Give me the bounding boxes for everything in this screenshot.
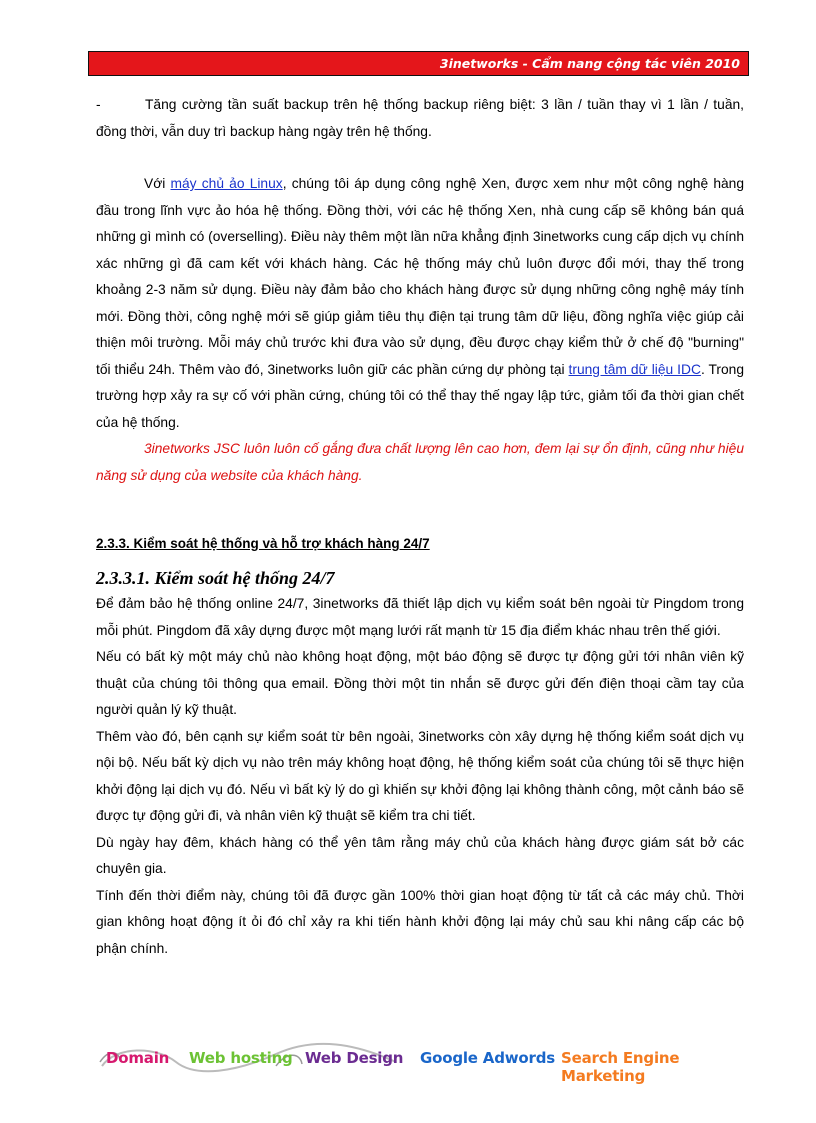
- para-suffix: . Trong trường hợp xảy ra sự cố với phần cứng, chúng tôi có thể thay thế ngay lập tức, giảm tối đa thời gian chết của hệ thống.: [96, 361, 745, 430]
- header-title: 3inetworks - Cẩm nang cộng tác viên 2010: [439, 56, 740, 71]
- bullet-text: Tăng cường tần suất backup trên hệ thống backup riêng biệt: 3 lần / tuần thay vì 1 lần / tuần, đồng thời, vẫn duy trì backup hàng ngày trên hệ thống.: [96, 97, 744, 139]
- idc-datacenter-link[interactable]: trung tâm dữ liệu IDC: [568, 361, 701, 377]
- monitoring-paragraph-3: Thêm vào đó, bên cạnh sự kiểm soát từ bên ngoài, 3inetworks còn xây dựng hệ thống kiểm soát dịch vụ nội bộ. Nếu bất kỳ dịch vụ nào trên máy không hoạt động, hệ thống kiểm soát của chúng tôi sẽ thực hiện khởi động lại dịch vụ đó. Nếu vì bất kỳ lý do gì khiến sự khởi động lại không thành công, một cảnh báo sẽ được tự động gửi đi, và nhân viên kỹ thuật sẽ kiểm tra chi tiết.: [96, 728, 744, 823]
- footer-web-hosting: Web hosting: [189, 1049, 293, 1067]
- footer-domain: Domain: [106, 1049, 170, 1067]
- subsection-heading: 2.3.3.1. Kiểm soát hệ thống 24/7: [96, 568, 335, 588]
- xen-paragraph: [96, 171, 744, 436]
- red-highlight-paragraph: 3inetworks JSC luôn luôn cố gắng đưa chất lượng lên cao hơn, đem lại sự ổn định, cũng như hiệu năng sử dụng của website của khách hàng.: [96, 441, 744, 483]
- footer-search-engine-marketing: Search Engine Marketing: [561, 1049, 680, 1085]
- footer-banner: [96, 1042, 746, 1085]
- linux-vps-link[interactable]: máy chủ ảo Linux: [170, 176, 283, 191]
- monitoring-paragraph-4: Dù ngày hay đêm, khách hàng có thể yên tâm rằng máy chủ của khách hàng được giám sát bở các chuyên gia.: [96, 834, 744, 876]
- monitoring-paragraph-5: Tính đến thời điểm này, chúng tôi đã được gần 100% thời gian hoạt động từ tất cả các máy chủ. Thời gian không hoạt động ít ỏi đó chỉ xảy ra khi tiến hành khởi động lại máy chủ sau khi nâng cấp các bộ phận chính.: [96, 887, 744, 956]
- section-heading: 2.3.3. Kiểm soát hệ thống và hỗ trợ khách hàng 24/7: [96, 536, 430, 551]
- header-bar: [88, 51, 749, 76]
- bullet-paragraph: [96, 92, 744, 145]
- footer-google-adwords: Google Adwords: [420, 1049, 555, 1067]
- monitoring-paragraph-1: Để đảm bảo hệ thống online 24/7, 3inetworks đã thiết lập dịch vụ kiểm soát bên ngoài từ Pingdom trong mỗi phút. Pingdom đã xây dựng được một mạng lưới rất mạnh từ 15 địa điểm khác nhau trên thế giới.: [96, 596, 744, 638]
- page-content: [96, 92, 744, 962]
- para-mid: , chúng tôi áp dụng công nghệ Xen, được xem như một công nghệ hàng đầu trong lĩnh vực ảo hóa hệ thống. Đồng thời, với các hệ thống Xen, nhà cung cấp sẽ không bán quá những gì mình có (overselling). Điều này thêm một lần nữa khẳng định 3inetworks cung cấp dịch vụ chính xác những gì đã cam kết với khách hàng. Các hệ thống máy chủ luôn được đổi mới, thay thế trong khoảng 2-3 năm sử dụng. Điều này đảm bảo cho khách hàng được sử dụng những công nghệ máy tính mới. Đồng thời, công nghệ mới sẽ giúp giảm tiêu thụ điện tại trung tâm dữ liệu, đồng nghĩa việc giúp cải thiện môi trường. Mỗi máy chủ trước khi đưa vào sử dụng, đều được chạy kiểm thử ở chế độ "burning" tối thiểu 24h. Thêm vào đó, 3inetworks luôn giữ các phần cứng dự phòng tại: [96, 176, 745, 377]
- bullet-dash: -: [96, 97, 101, 112]
- para-prefix: Với: [144, 176, 171, 191]
- footer-web-design: Web Design: [305, 1049, 404, 1067]
- monitoring-paragraph-2: Nếu có bất kỳ một máy chủ nào không hoạt động, một báo động sẽ được tự động gửi tới nhân viên kỹ thuật của chúng tôi thông qua email. Đồng thời một tin nhắn sẽ được gửi đến điện thoại cầm tay của người quản lý kỹ thuật.: [96, 649, 744, 717]
